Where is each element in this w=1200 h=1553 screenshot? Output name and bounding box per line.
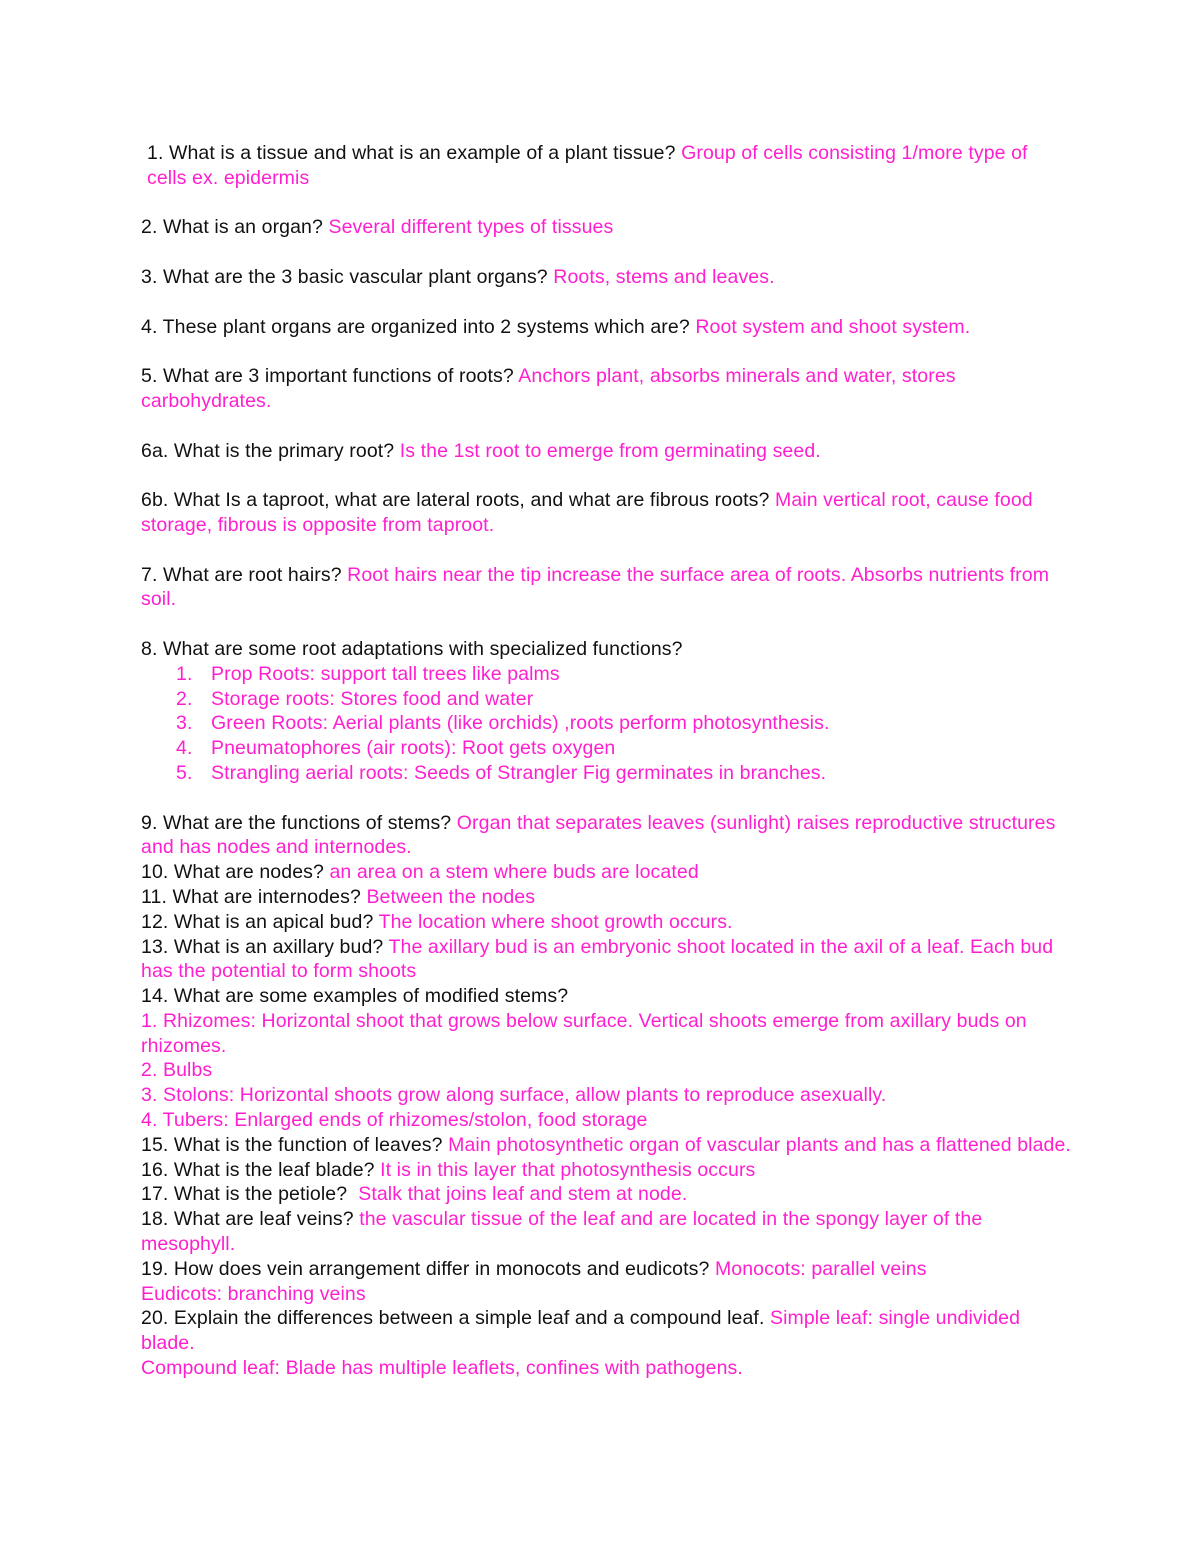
list-item [141,761,1071,786]
question-9 [141,811,1071,861]
question-6b [141,488,1071,538]
list-number: 5. [176,761,193,784]
list-item [141,711,1071,736]
question-text: 16. What is the leaf blade? [141,1158,381,1181]
answer-text: Stalk that joins leaf and stem at node. [358,1183,688,1206]
modified-stem-item: 3. Stolons: Horizontal shoots grow along surface, allow plants to reproduce asexually. [141,1084,887,1107]
modified-stem-item: 1. Rhizomes: Horizontal shoot that grows below surface. Vertical shoots emerge from axillary buds on rhizomes. [141,1009,1027,1057]
question-5 [141,364,1071,414]
answer-text: Root system and shoot system. [695,315,971,338]
document-body [141,141,1071,1381]
answer-text-continued: Compound leaf: Blade has multiple leaflets, confines with pathogens. [141,1357,743,1380]
question-text: 5. What are 3 important functions of roots? [141,365,519,388]
question-text: 4. These plant organs are organized into 2 systems which are? [141,315,696,338]
list-number: 4. [176,737,193,760]
question-text: 1. What is a tissue and what is an example of a plant tissue? [147,142,682,164]
root-adaptations-list [141,662,1071,786]
answer-text: an area on a stem where buds are located [329,861,699,884]
question-text: 12. What is an apical bud? [141,910,379,933]
question-11 [141,885,1071,910]
list-item-text: Strangling aerial roots: Seeds of Strangler Fig germinates in branches. [211,761,827,784]
question-19 [141,1257,1071,1282]
answer-text: Organ that separates leaves (sunlight) raises reproductive structures and has nodes and internodes. [141,811,1056,859]
answer-text: Is the 1st root to emerge from germinating seed. [399,439,821,462]
question-text: 15. What is the function of leaves? [141,1133,449,1156]
answer-text: the vascular tissue of the leaf and are located in the spongy layer of the mesophyll. [141,1208,983,1256]
question-text: 8. What are some root adaptations with specialized functions? [141,637,683,660]
question-text: 10. What are nodes? [141,861,330,884]
question-18 [141,1207,1071,1257]
answer-text: Anchors plant, absorbs minerals and water, stores carbohydrates. [141,365,956,412]
question-8 [141,637,1071,786]
question-15 [141,1133,1071,1158]
question-text: 6b. What Is a taproot, what are lateral roots, and what are fibrous roots? [141,489,775,512]
list-item-text: Prop Roots: support tall trees like palms [211,662,560,685]
answer-text: Simple leaf: single undivided blade. [141,1307,1021,1355]
question-16 [141,1158,1071,1183]
answer-text-continued: Eudicots: branching veins [141,1282,366,1305]
answer-text: Monocots: parallel veins [714,1257,927,1280]
answer-text: The location where shoot growth occurs. [378,910,733,933]
question-12 [141,910,1071,935]
answer-text: Main vertical root, cause food storage, fibrous is opposite from taproot. [141,489,1033,536]
question-text: 19. How does vein arrangement differ in monocots and eudicots? [141,1257,715,1280]
list-item [141,687,1071,712]
question-6a [141,439,1071,464]
question-text: 11. What are internodes? [141,885,367,908]
list-number: 3. [176,712,193,735]
list-item-text: Green Roots: Aerial plants (like orchids) ,roots perform photosynthesis. [211,712,830,735]
list-item-text: Pneumatophores (air roots): Root gets oxygen [211,737,616,760]
question-4 [141,315,1071,340]
answer-text: Main photosynthetic organ of vascular plants and has a flattened blade. [448,1133,1071,1156]
modified-stem-item: 4. Tubers: Enlarged ends of rhizomes/stolon, food storage [141,1109,648,1132]
answer-text: It is in this layer that photosynthesis occurs [380,1158,756,1181]
question-1 [141,141,1071,191]
answer-text: Roots, stems and leaves. [553,265,775,288]
question-2 [141,215,1071,240]
modified-stem-item: 2. Bulbs [141,1059,213,1082]
answer-text: Group of cells consisting 1/more type of cells ex. epidermis [147,142,1028,189]
list-number: 1. [176,662,193,685]
question-20 [141,1306,1071,1356]
answer-text: Between the nodes [366,885,536,908]
question-text: 20. Explain the differences between a simple leaf and a compound leaf. [141,1307,770,1330]
answer-text: Several different types of tissues [328,216,614,239]
question-14: 14. What are some examples of modified stems? [141,985,569,1008]
question-3 [141,265,1071,290]
question-text: 13. What is an axillary bud? [141,935,389,958]
question-17 [141,1182,1071,1207]
list-number: 2. [176,687,193,710]
question-13 [141,935,1071,985]
answer-text: The axillary bud is an embryonic shoot located in the axil of a leaf. Each bud has the potential to form shoots [141,935,1054,983]
question-10 [141,860,1071,885]
answer-text: Root hairs near the tip increase the surface area of roots. Absorbs nutrients from soil. [141,563,1050,611]
question-7 [141,563,1071,613]
question-text: 7. What are root hairs? [141,563,348,586]
list-item [141,662,1071,687]
question-text: 18. What are leaf veins? [141,1208,360,1231]
list-item-text: Storage roots: Stores food and water [211,687,534,710]
question-text: 2. What is an organ? [141,216,329,239]
question-text: 9. What are the functions of stems? [141,811,457,834]
question-text: 17. What is the petiole? [141,1183,359,1206]
list-item [141,736,1071,761]
question-text: 6a. What is the primary root? [141,439,400,462]
question-text: 3. What are the 3 basic vascular plant organs? [141,265,554,288]
